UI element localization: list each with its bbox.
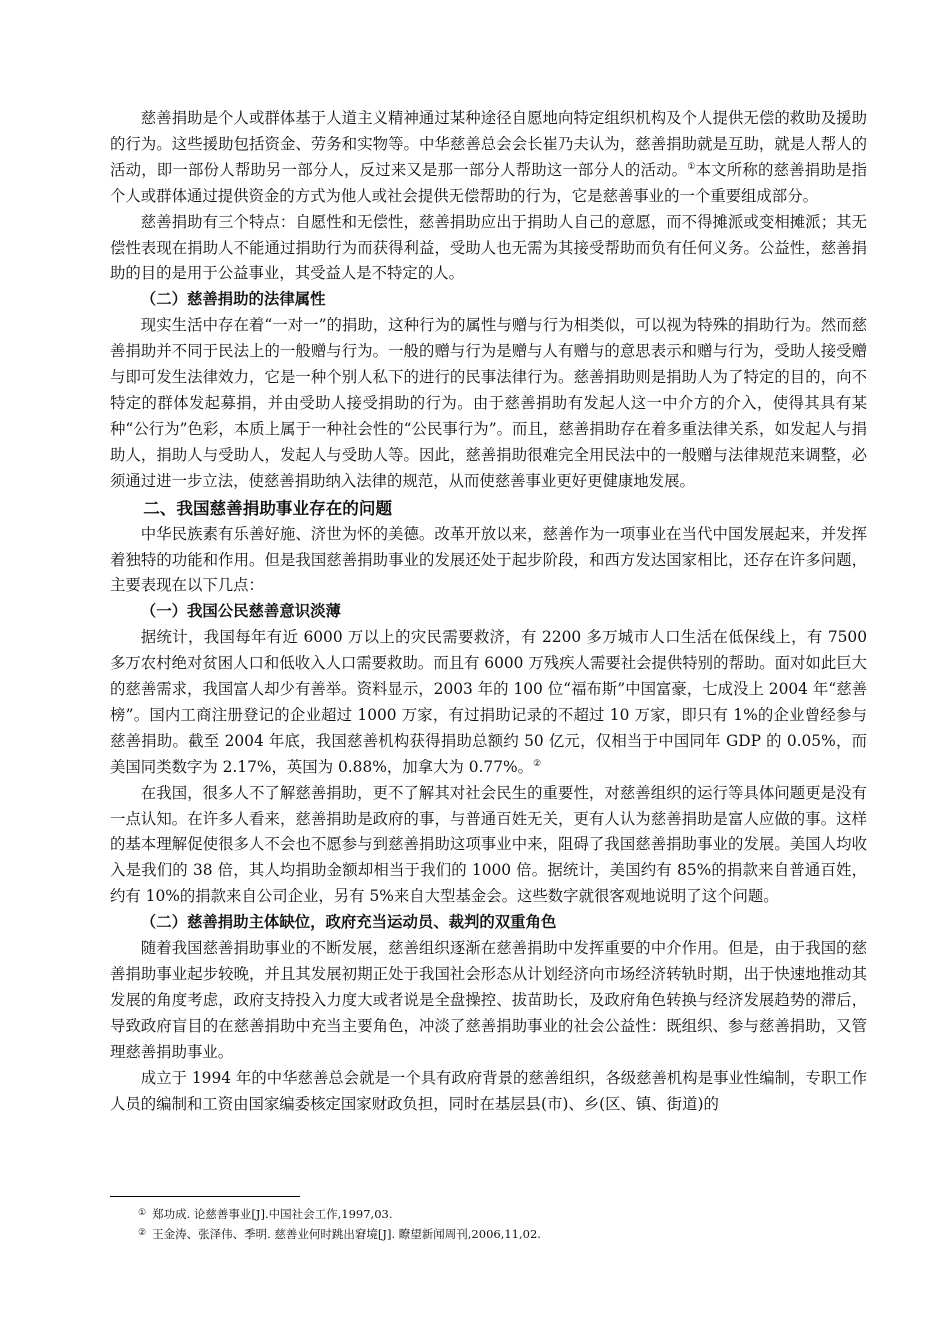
- paragraph-charity-federation: 成立于 1994 年的中华慈善总会就是一个具有政府背景的慈善组织，各级慈善机构是事业性编制，专职工作人员的编制和工资由国家编委核定国家财政负担，同时在基层县(市)、乡(区、镇、街道)的: [110, 1068, 867, 1113]
- subheading-awareness: （一）我国公民慈善意识淡薄: [140, 602, 341, 621]
- subheading-legal-attributes: （二）慈善捐助的法律属性: [140, 290, 326, 309]
- paragraph-problems-intro: 中华民族素有乐善好施、济世为怀的美德。改革开放以来，慈善作为一项事业在当代中国发展起来，并发挥着独特的功能和作用。但是我国慈善捐助事业的发展还处于起步阶段，和西方发达国家相比，还存在许多问题，主要表现在以下几点：: [110, 524, 867, 595]
- footnotes: [138, 1204, 858, 1244]
- paragraph-features: 慈善捐助有三个特点：自愿性和无偿性，慈善捐助应出于捐助人自己的意愿，而不得摊派或变相摊派；其无偿性表现在捐助人不能通过捐助行为而获得利益，受助人也无需为其接受帮助而负有任何义务。公益性，慈善捐助的目的是用于公益事业，其受益人是不特定的人。: [110, 212, 867, 283]
- footnote-ref-2: ②: [533, 758, 542, 769]
- footnote-divider: [110, 1196, 300, 1197]
- footnote-1: ① 郑功成. 论慈善事业[J].中国社会工作,1997,03.: [138, 1207, 393, 1221]
- paragraph-statistics: 据统计，我国每年有近 6000 万以上的灾民需要救济，有 2200 多万城市人口生活在低保线上，有 7500 多万农村绝对贫困人口和低收入人口需要救助。而且有 6000 万残疾人需要社会提供特别的帮助。面对如此巨大的慈善需求，我国富人却少有善举。资料显示，2003 年的 100 位“福布斯”中国富豪，七成没上 2004 年“慈善榜”。国内工商注册登记的企业超过 1000 万家，有过捐助记录的不超过 10 万家，即只有 1%的企业曾经参与慈善捐助。截至 2004 年底，我国慈善机构获得捐助总额约 50 亿元，仅相当于中国同年 GDP 的 0.05%，而美国同类数字为 2.17%，英国为 0.88%，加拿大为 0.77%。②: [110, 628, 867, 776]
- subheading-government-role: （二）慈善捐助主体缺位，政府充当运动员、裁判的双重角色: [140, 913, 557, 932]
- footnote-2: ② 王金涛、张泽伟、季明. 慈善业何时跳出窘境[J]. 瞭望新闻周刊,2006,11,02.: [138, 1227, 541, 1241]
- document-body: [110, 106, 867, 1117]
- footnote-ref-1: ①: [687, 161, 696, 172]
- paragraph-definition: 慈善捐助是个人或群体基于人道主义精神通过某种途径自愿地向特定组织机构及个人提供无偿的救助及援助的行为。这些援助包括资金、劳务和实物等。中华慈善总会会长崔乃夫认为，慈善捐助就是互助，就是人帮人的活动，即一部份人帮助另一部分人，反过来又是那一部分人帮助这一部分人的活动。①本文所称的慈善捐助是指个人或群体通过提供资金的方式为他人或社会提供无偿帮助的行为，它是慈善事业的一个重要组成部分。: [110, 109, 867, 205]
- paragraph-government-role: 随着我国慈善捐助事业的不断发展，慈善组织逐渐在慈善捐助中发挥重要的中介作用。但是，由于我国的慈善捐助事业起步较晚，并且其发展初期正处于我国社会形态从计划经济向市场经济转轨时期，出于快速地推动其发展的角度考虑，政府支持投入力度大或者说是全盘操控、拔苗助长，及政府角色转换与经济发展趋势的滞后，导致政府盲目的在慈善捐助中充当主要角色，冲淡了慈善捐助事业的社会公益性：既组织、参与慈善捐助，又管理慈善捐助事业。: [110, 939, 867, 1061]
- paragraph-public-understanding: 在我国，很多人不了解慈善捐助，更不了解其对社会民生的重要性，对慈善组织的运行等具体问题更是没有一点认知。在许多人看来，慈善捐助是政府的事，与普通百姓无关，更有人认为慈善捐助是富人应做的事。这样的基本理解促使很多人不会也不愿参与到慈善捐助这项事业中来，阻碍了我国慈善捐助事业的发展。美国人均收入是我们的 38 倍，其人均捐助金额却相当于我们的 1000 倍。据统计，美国约有 85%的捐款来自普通百姓，约有 10%的捐款来自公司企业，另有 5%来自大型基金会。这些数字就很客观地说明了这个问题。: [110, 783, 867, 906]
- section-heading-problems: 二、我国慈善捐助事业存在的问题: [143, 497, 393, 518]
- paragraph-legal-attributes: 现实生活中存在着“一对一”的捐助，这种行为的属性与赠与行为相类似，可以视为特殊的捐助行为。然而慈善捐助并不同于民法上的一般赠与行为。一般的赠与行为是赠与人有赠与的意思表示和赠与行为，受助人接受赠与即可发生法律效力，它是一种个别人私下的进行的民事法律行为。慈善捐助则是捐助人为了特定的目的，向不特定的群体发起募捐，并由受助人接受捐助的行为。由于慈善捐助有发起人这一中介方的介入，使得其具有某种“公行为”色彩，本质上属于一种社会性的“公民事行为”。而且，慈善捐助存在着多重法律关系，如发起人与捐助人，捐助人与受助人，发起人与受助人等。因此，慈善捐助很难完全用民法中的一般赠与法律规范来调整，必须通过进一步立法，使慈善捐助纳入法律的规范，从而使慈善事业更好更健康地发展。: [110, 316, 867, 490]
